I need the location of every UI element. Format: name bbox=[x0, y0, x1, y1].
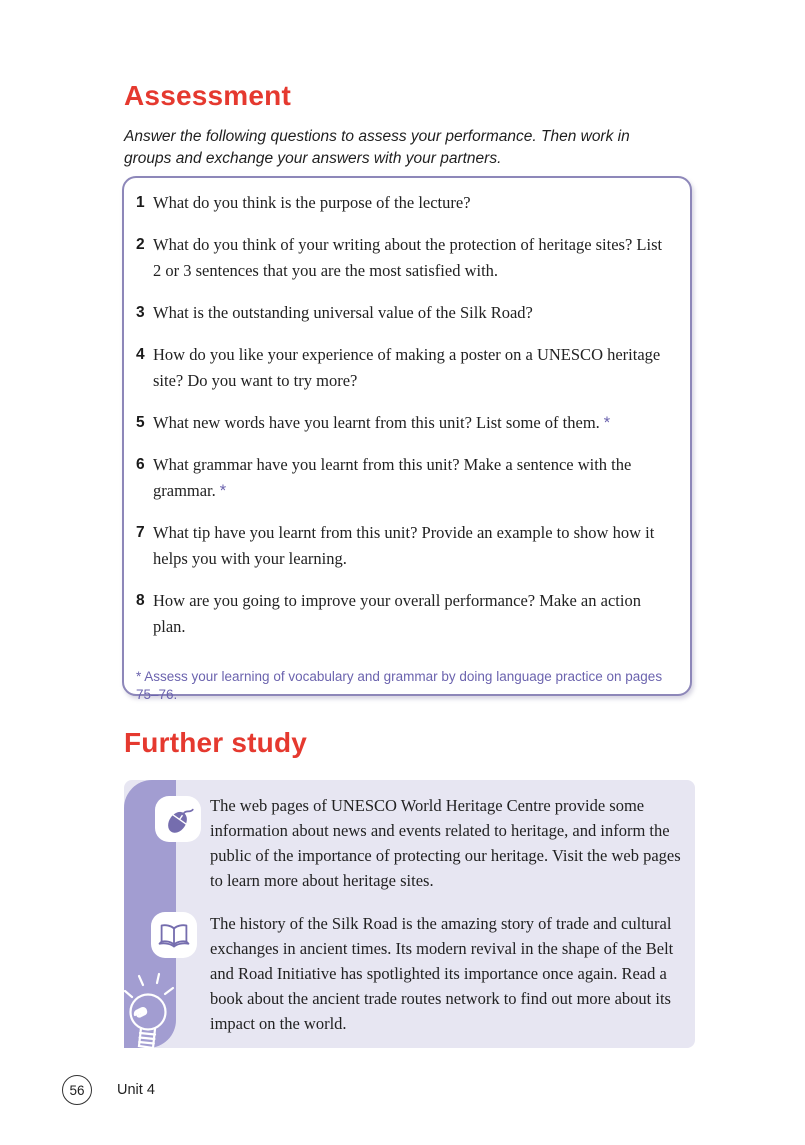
question-number: 5 bbox=[136, 414, 145, 431]
computer-mouse-icon bbox=[155, 796, 201, 842]
question-text: What new words have you learnt from this unit? List some of them. * bbox=[153, 413, 611, 432]
question-text: What tip have you learnt from this unit? Provide an example to show how it helps you with your learning. bbox=[153, 523, 655, 568]
assessment-heading: Assessment bbox=[124, 80, 291, 111]
question-number: 7 bbox=[136, 524, 145, 541]
unit-label: Unit 4 bbox=[117, 1082, 155, 1098]
further-study-item-book: The history of the Silk Road is the amazing story of trade and cultural exchanges in ancient times. Its modern revival in the shape of the Belt and Road Initiative has spotlighted its importance once again. Read a book about the ancient trade routes network to find out more about its impact on the world. bbox=[210, 914, 674, 1033]
question-text: What grammar have you learnt from this unit? Make a sentence with the grammar. * bbox=[153, 455, 632, 500]
question-number: 6 bbox=[136, 456, 145, 473]
page-number: 56 bbox=[69, 1082, 85, 1098]
footnote-asterisk: * bbox=[219, 482, 227, 500]
question-item-8 bbox=[136, 588, 674, 640]
question-text: What do you think of your writing about the protection of heritage sites? List 2 or 3 sentences that you are the most satisfied with. bbox=[153, 235, 663, 280]
further-study-panel bbox=[124, 780, 695, 1048]
question-item-3 bbox=[136, 300, 674, 326]
question-text: What do you think is the purpose of the lecture? bbox=[153, 193, 471, 212]
page-number-badge bbox=[62, 1075, 92, 1105]
light-bulb-icon bbox=[117, 966, 179, 1062]
question-item-4 bbox=[136, 342, 674, 394]
footnote-asterisk: * bbox=[603, 414, 611, 432]
assessment-footnote: * Assess your learning of vocabulary and grammar by doing language practice on pages 75–76. bbox=[136, 669, 663, 702]
further-study-heading: Further study bbox=[124, 727, 308, 758]
question-item-1 bbox=[136, 190, 674, 216]
further-study-text bbox=[210, 793, 684, 1054]
question-number: 1 bbox=[136, 194, 145, 211]
question-number: 3 bbox=[136, 304, 145, 321]
question-text: What is the outstanding universal value of the Silk Road? bbox=[153, 303, 533, 322]
question-number: 2 bbox=[136, 236, 145, 253]
open-book-icon bbox=[151, 912, 197, 958]
assessment-questions-box bbox=[122, 176, 692, 702]
question-text: How do you like your experience of making a poster on a UNESCO heritage site? Do you want to try more? bbox=[153, 345, 661, 390]
question-item-7 bbox=[136, 520, 674, 572]
question-item-5 bbox=[136, 410, 674, 436]
question-number: 8 bbox=[136, 592, 145, 609]
question-item-2 bbox=[136, 232, 674, 284]
assessment-instructions: Answer the following questions to assess your performance. Then work in groups and exchange your answers with your partners. bbox=[124, 128, 630, 167]
question-number: 4 bbox=[136, 346, 145, 363]
question-item-6 bbox=[136, 452, 674, 504]
further-study-item-web: The web pages of UNESCO World Heritage Centre provide some information about news and events related to heritage, and inform the public of the importance of protecting our heritage. Visit the web pages to learn more about heritage sites. bbox=[210, 796, 681, 890]
question-text: How are you going to improve your overall performance? Make an action plan. bbox=[153, 591, 641, 636]
